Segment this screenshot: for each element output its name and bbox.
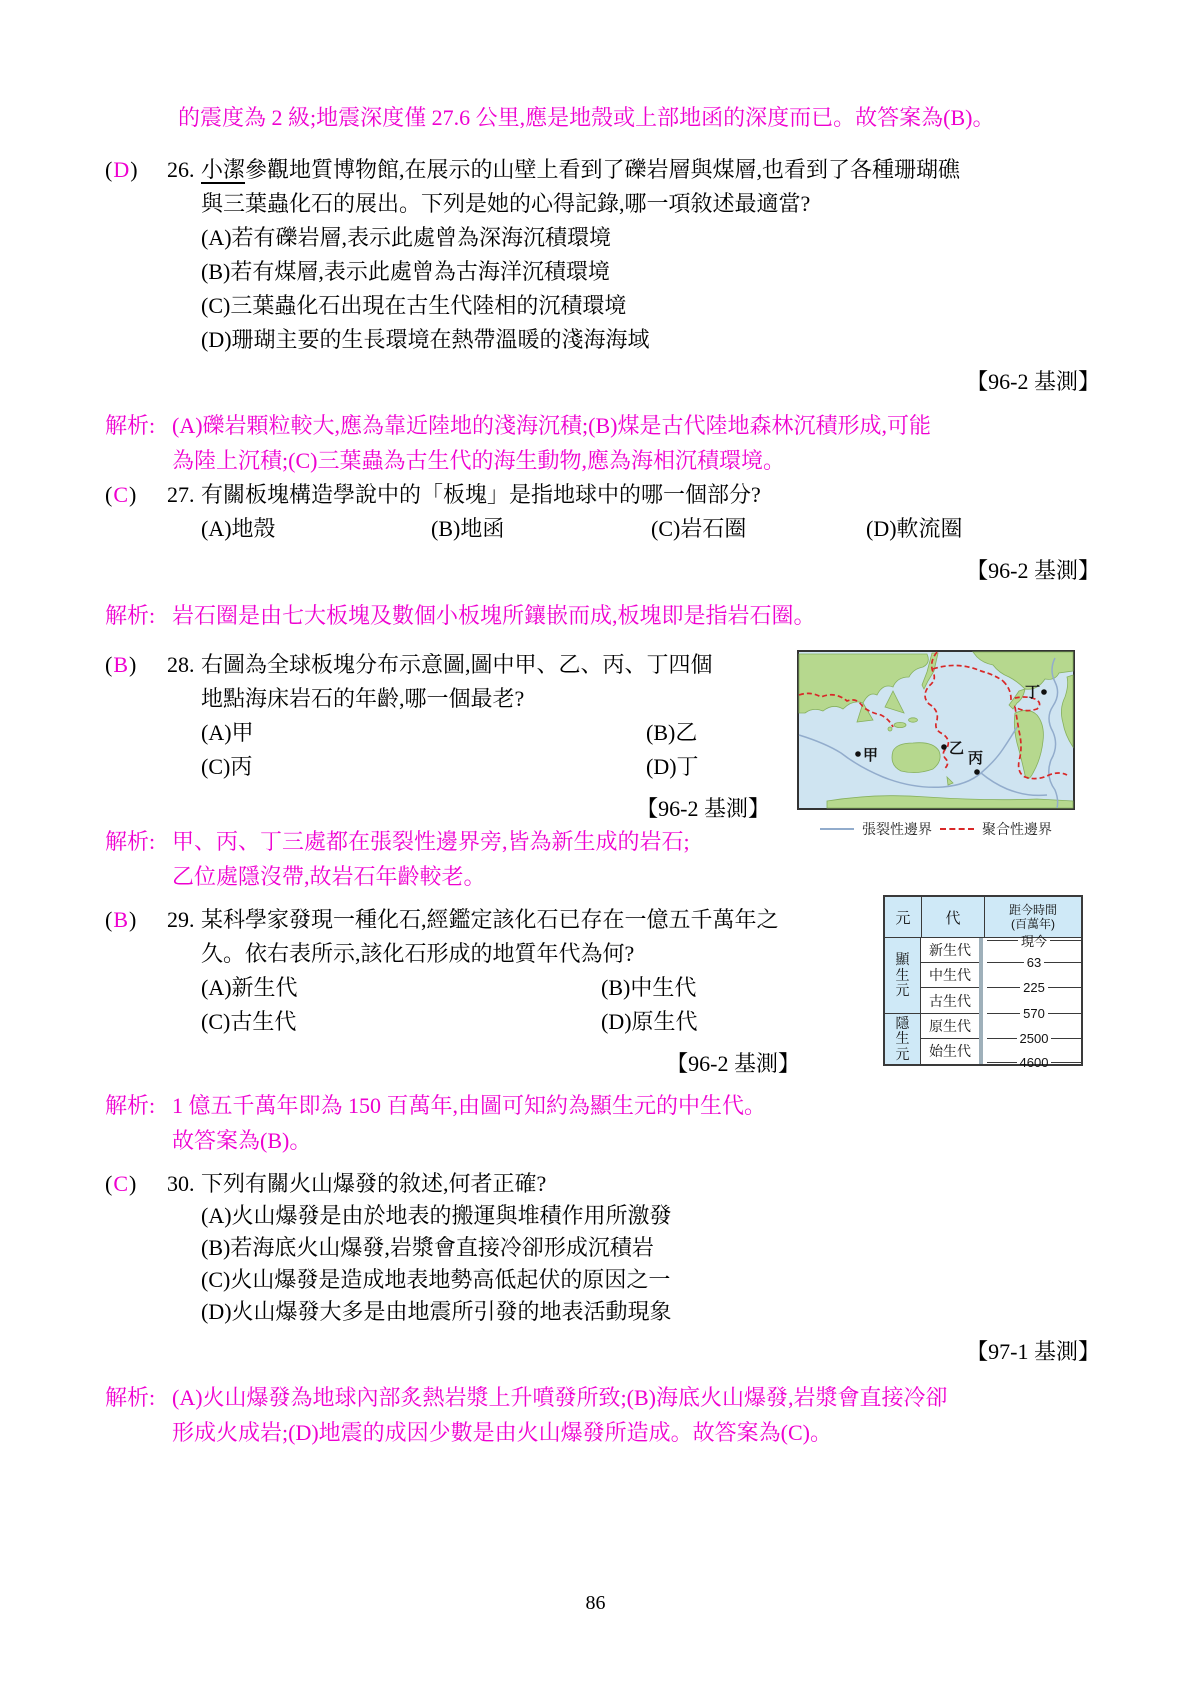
era-cenozoic: 新生代 <box>921 938 979 963</box>
question-number-27: 27. <box>167 482 195 507</box>
options-26 <box>201 221 1100 357</box>
question-29 <box>105 903 800 1081</box>
option-d: (D)軟流圈 <box>866 516 963 541</box>
explanation-28: 解析: 甲、丙、丁三處都在張裂性邊界旁,皆為新生成的岩石; 乙位處隱沒帶,故岩石年齡較老。 <box>105 824 1115 894</box>
time-column <box>987 934 1081 1070</box>
plate-map <box>797 650 1075 810</box>
time-4600: 4600 <box>1019 1055 1049 1070</box>
map-point-yi: 乙 <box>949 740 965 757</box>
option-a: (A)火山爆發是由於地表的搬運與堆積作用所激發 <box>201 1203 672 1228</box>
explanation-27: 解析: 岩石圈是由七大板塊及數個小板塊所鑲嵌而成,板塊即是指岩石圈。 <box>105 598 1115 633</box>
question-27 <box>105 478 1100 588</box>
time-225: 225 <box>1023 980 1045 995</box>
map-point-bing: 丙 <box>968 750 984 767</box>
era-mesozoic: 中生代 <box>921 963 979 988</box>
header-eon: 元 <box>885 897 922 937</box>
geologic-time-table <box>883 895 1083 1070</box>
source-tag-27: 【96-2 基測】 <box>966 558 1100 583</box>
era-archean: 始生代 <box>929 1043 971 1059</box>
answer-letter: C <box>113 482 130 507</box>
option-b: (B)若海底火山爆發,岩漿會直接冷卻形成沉積岩 <box>201 1235 654 1260</box>
question-stem-30: 下列有關火山爆發的敘述,何者正確? <box>201 1171 547 1196</box>
era-column <box>921 938 983 1064</box>
time-570: 570 <box>1023 1006 1045 1021</box>
option-a: (A)新生代 <box>201 975 298 1000</box>
option-c: (C)丙 <box>201 754 253 779</box>
options-28 <box>201 716 770 784</box>
time-now: 現今 <box>1021 934 1048 949</box>
question-number-30: 30. <box>167 1171 195 1196</box>
answer-label-27: (C) <box>105 482 138 507</box>
question-stem-28: 右圖為全球板塊分布示意圖,圖中甲、乙、丙、丁四個 地點海床岩石的年齡,哪一個最老? <box>201 652 713 711</box>
question-30 <box>105 1168 1100 1368</box>
question-28 <box>105 648 770 826</box>
answer-label-30: (C) <box>105 1171 138 1196</box>
options-29 <box>201 971 800 1039</box>
option-c: (C)三葉蟲化石出現在古生代陸相的沉積環境 <box>201 293 627 318</box>
question-stem-26: 小潔參觀地質博物館,在展示的山壁上看到了礫岩層與煤層,也看到了各種珊瑚礁 與三葉蟲化石的展出。下列是她的心得記錄,哪一項敘述最適當? <box>201 157 961 216</box>
eon-cryptozoic: 隱生元 <box>895 1014 910 1062</box>
explanation-label: 解析: <box>105 829 156 854</box>
options-30 <box>201 1200 1100 1328</box>
source-tag-26: 【96-2 基測】 <box>966 369 1100 394</box>
page-number: 86 <box>585 1592 606 1614</box>
answer-letter: B <box>113 652 130 677</box>
option-a: (A)若有礫岩層,表示此處曾為深海沉積環境 <box>201 225 612 250</box>
option-c: (C)火山爆發是造成地表地勢高低起伏的原因之一 <box>201 1267 671 1292</box>
map-point-ding: 丁 <box>1025 684 1041 701</box>
option-b: (B)若有煤層,表示此處曾為古海洋沉積環境 <box>201 259 610 284</box>
option-d: (D)丁 <box>646 754 699 779</box>
legend-convergent-label: 聚合性邊界 <box>982 821 1052 837</box>
option-a: (A)甲 <box>201 720 254 745</box>
option-b: (B)中生代 <box>601 975 697 1000</box>
explanation-29: 解析: 1 億五千萬年即為 150 百萬年,由圖可知約為顯生元的中生代。 故答案為(B)。 <box>105 1088 1115 1158</box>
source-tag-30: 【97-1 基測】 <box>966 1339 1100 1364</box>
option-b: (B)乙 <box>646 720 698 745</box>
option-c: (C)岩石圈 <box>651 516 747 541</box>
explanation-30: 解析: (A)火山爆發為地球內部炙熱岩漿上升噴發所致;(B)海底火山爆發,岩漿會直接冷卻 形成火成岩;(D)地震的成因少數是由火山爆發所造成。故答案為(C)。 <box>105 1380 1115 1450</box>
underlined-name: 小潔 <box>201 157 246 182</box>
question-number-26: 26. <box>167 157 195 182</box>
header-era: 代 <box>922 897 985 937</box>
question-number-28: 28. <box>167 652 195 677</box>
map-point-jia: 甲 <box>863 747 879 764</box>
answer-label-29: (B) <box>105 907 138 932</box>
question-stem-27: 有關板塊構造學說中的「板塊」是指地球中的哪一個部分? <box>201 482 761 507</box>
era-paleozoic: 古生代 <box>921 988 979 1014</box>
option-d: (D)原生代 <box>601 1009 698 1034</box>
time-63: 63 <box>1026 955 1042 970</box>
answer-label-26: (D) <box>105 157 139 182</box>
question-stem-29: 某科學家發現一種化石,經鑑定該化石已存在一億五千萬年之 久。依右表所示,該化石形成的地質年代為何? <box>201 907 779 966</box>
explanation-label: 解析: <box>105 1385 156 1410</box>
eon-column <box>885 938 921 1064</box>
eon-phanerozoic: 顯生元 <box>895 951 910 999</box>
answer-letter: D <box>113 157 131 182</box>
option-d: (D)珊瑚主要的生長環境在熱帶溫暖的淺海海域 <box>201 327 650 352</box>
explanation-label: 解析: <box>105 1093 156 1118</box>
option-c: (C)古生代 <box>201 1009 297 1034</box>
source-tag-29: 【96-2 基測】 <box>666 1051 800 1076</box>
header-time: 距今時間 (百萬年) <box>1008 903 1057 931</box>
answer-letter: C <box>113 1171 130 1196</box>
explanation-carryover: 的震度為 2 級;地震深度僅 27.6 公里,應是地殼或上部地函的深度而已。故答案為(B)。 <box>178 105 995 130</box>
option-d: (D)火山爆發大多是由地震所引發的地表活動現象 <box>201 1299 672 1324</box>
question-number-29: 29. <box>167 907 195 932</box>
answer-letter: B <box>113 907 130 932</box>
plate-map-figure <box>797 650 1075 839</box>
options-27 <box>201 512 1100 546</box>
answer-label-28: (B) <box>105 652 138 677</box>
time-2500: 2500 <box>1019 1031 1049 1046</box>
source-tag-28: 【96-2 基測】 <box>636 796 770 821</box>
option-a: (A)地殼 <box>201 516 276 541</box>
explanation-label: 解析: <box>105 603 156 628</box>
explanation-26: 解析: (A)礫岩顆粒較大,應為靠近陸地的淺海沉積;(B)煤是古代陸地森林沉積形成,可能 為陸上沉積;(C)三葉蟲為古生代的海生動物,應為海相沉積環境。 <box>105 408 1115 478</box>
explanation-label: 解析: <box>105 413 156 438</box>
era-proterozoic: 原生代 <box>921 1014 979 1039</box>
option-b: (B)地函 <box>431 516 505 541</box>
question-26 <box>105 153 1100 399</box>
legend-divergent-label: 張裂性邊界 <box>862 821 932 837</box>
